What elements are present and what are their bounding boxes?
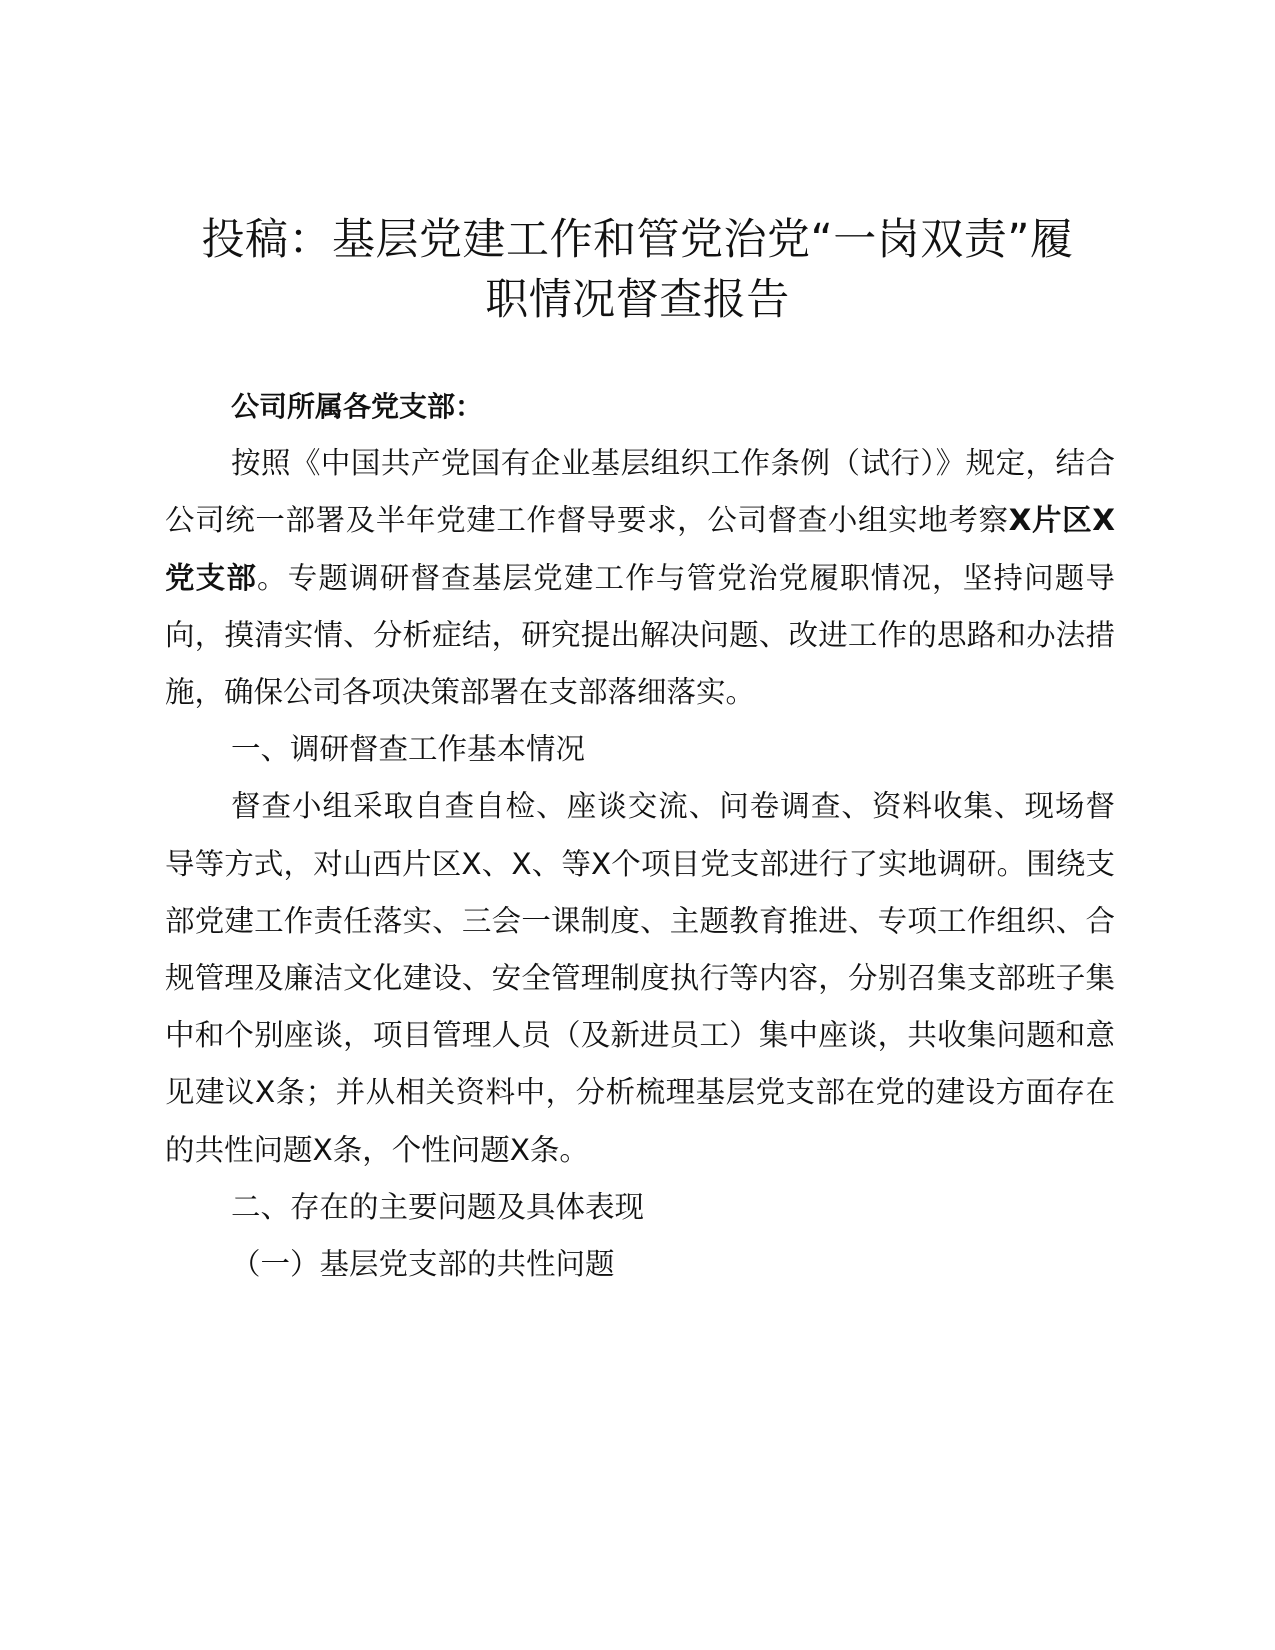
section-2-heading: 二、存在的主要问题及具体表现 (231, 1189, 645, 1224)
intro-text-3: 。专题调研督查基层党建工作与管党治党 (257, 560, 810, 595)
intro-text-5: 研究提出解决问题、改进工作的思路和办法措施，确保公司各项决策部署在支部落细落实。 (165, 617, 1115, 710)
subsection-1-heading: （一）基层党支部的共性问题 (231, 1247, 615, 1282)
document-body (165, 378, 1115, 1293)
intro-text-4: 履职情况，坚持问题导向，摸清实情、分析症结， (165, 560, 1115, 652)
title-line-1: 投稿：基层党建工作和管党治党“一岗双责”履 (201, 215, 1074, 265)
intro-text-2: X片区X党支部 (165, 503, 1115, 595)
document-title (150, 210, 1125, 330)
intro-text-1: 按照《中国共产党国有企业基层组织工作条例（试行）》规定，结合公司统一部署及半年党建工作督导要求，公司督查小组实地考察 (165, 446, 1115, 538)
salutation: 公司所属各党支部： (231, 390, 484, 423)
section-1-heading: 一、调研督查工作基本情况 (231, 732, 586, 767)
section-1-body: 督查小组采取自查自检、座谈交流、问卷调查、资料收集、现场督导等方式，对山西片区X、X、等X个项目党支部进行了实地调研。围绕支部党建工作责任落实、三会一课制度、主题教育推进、专项工作组织、合规管理及廉洁文化建设、安全管理制度执行等内容，分别召集支部班子集中和个别座谈，项目管理人员（及新进员工）集中座谈，共收集问题和意见建议X条；并从相关资料中，分析梳理基层党支部在党的建设方面存在的共性问题X条，个性问题X条。 (165, 789, 1115, 1167)
intro-paragraph (165, 435, 1115, 721)
title-line-2: 职情况督查报告 (485, 275, 790, 325)
